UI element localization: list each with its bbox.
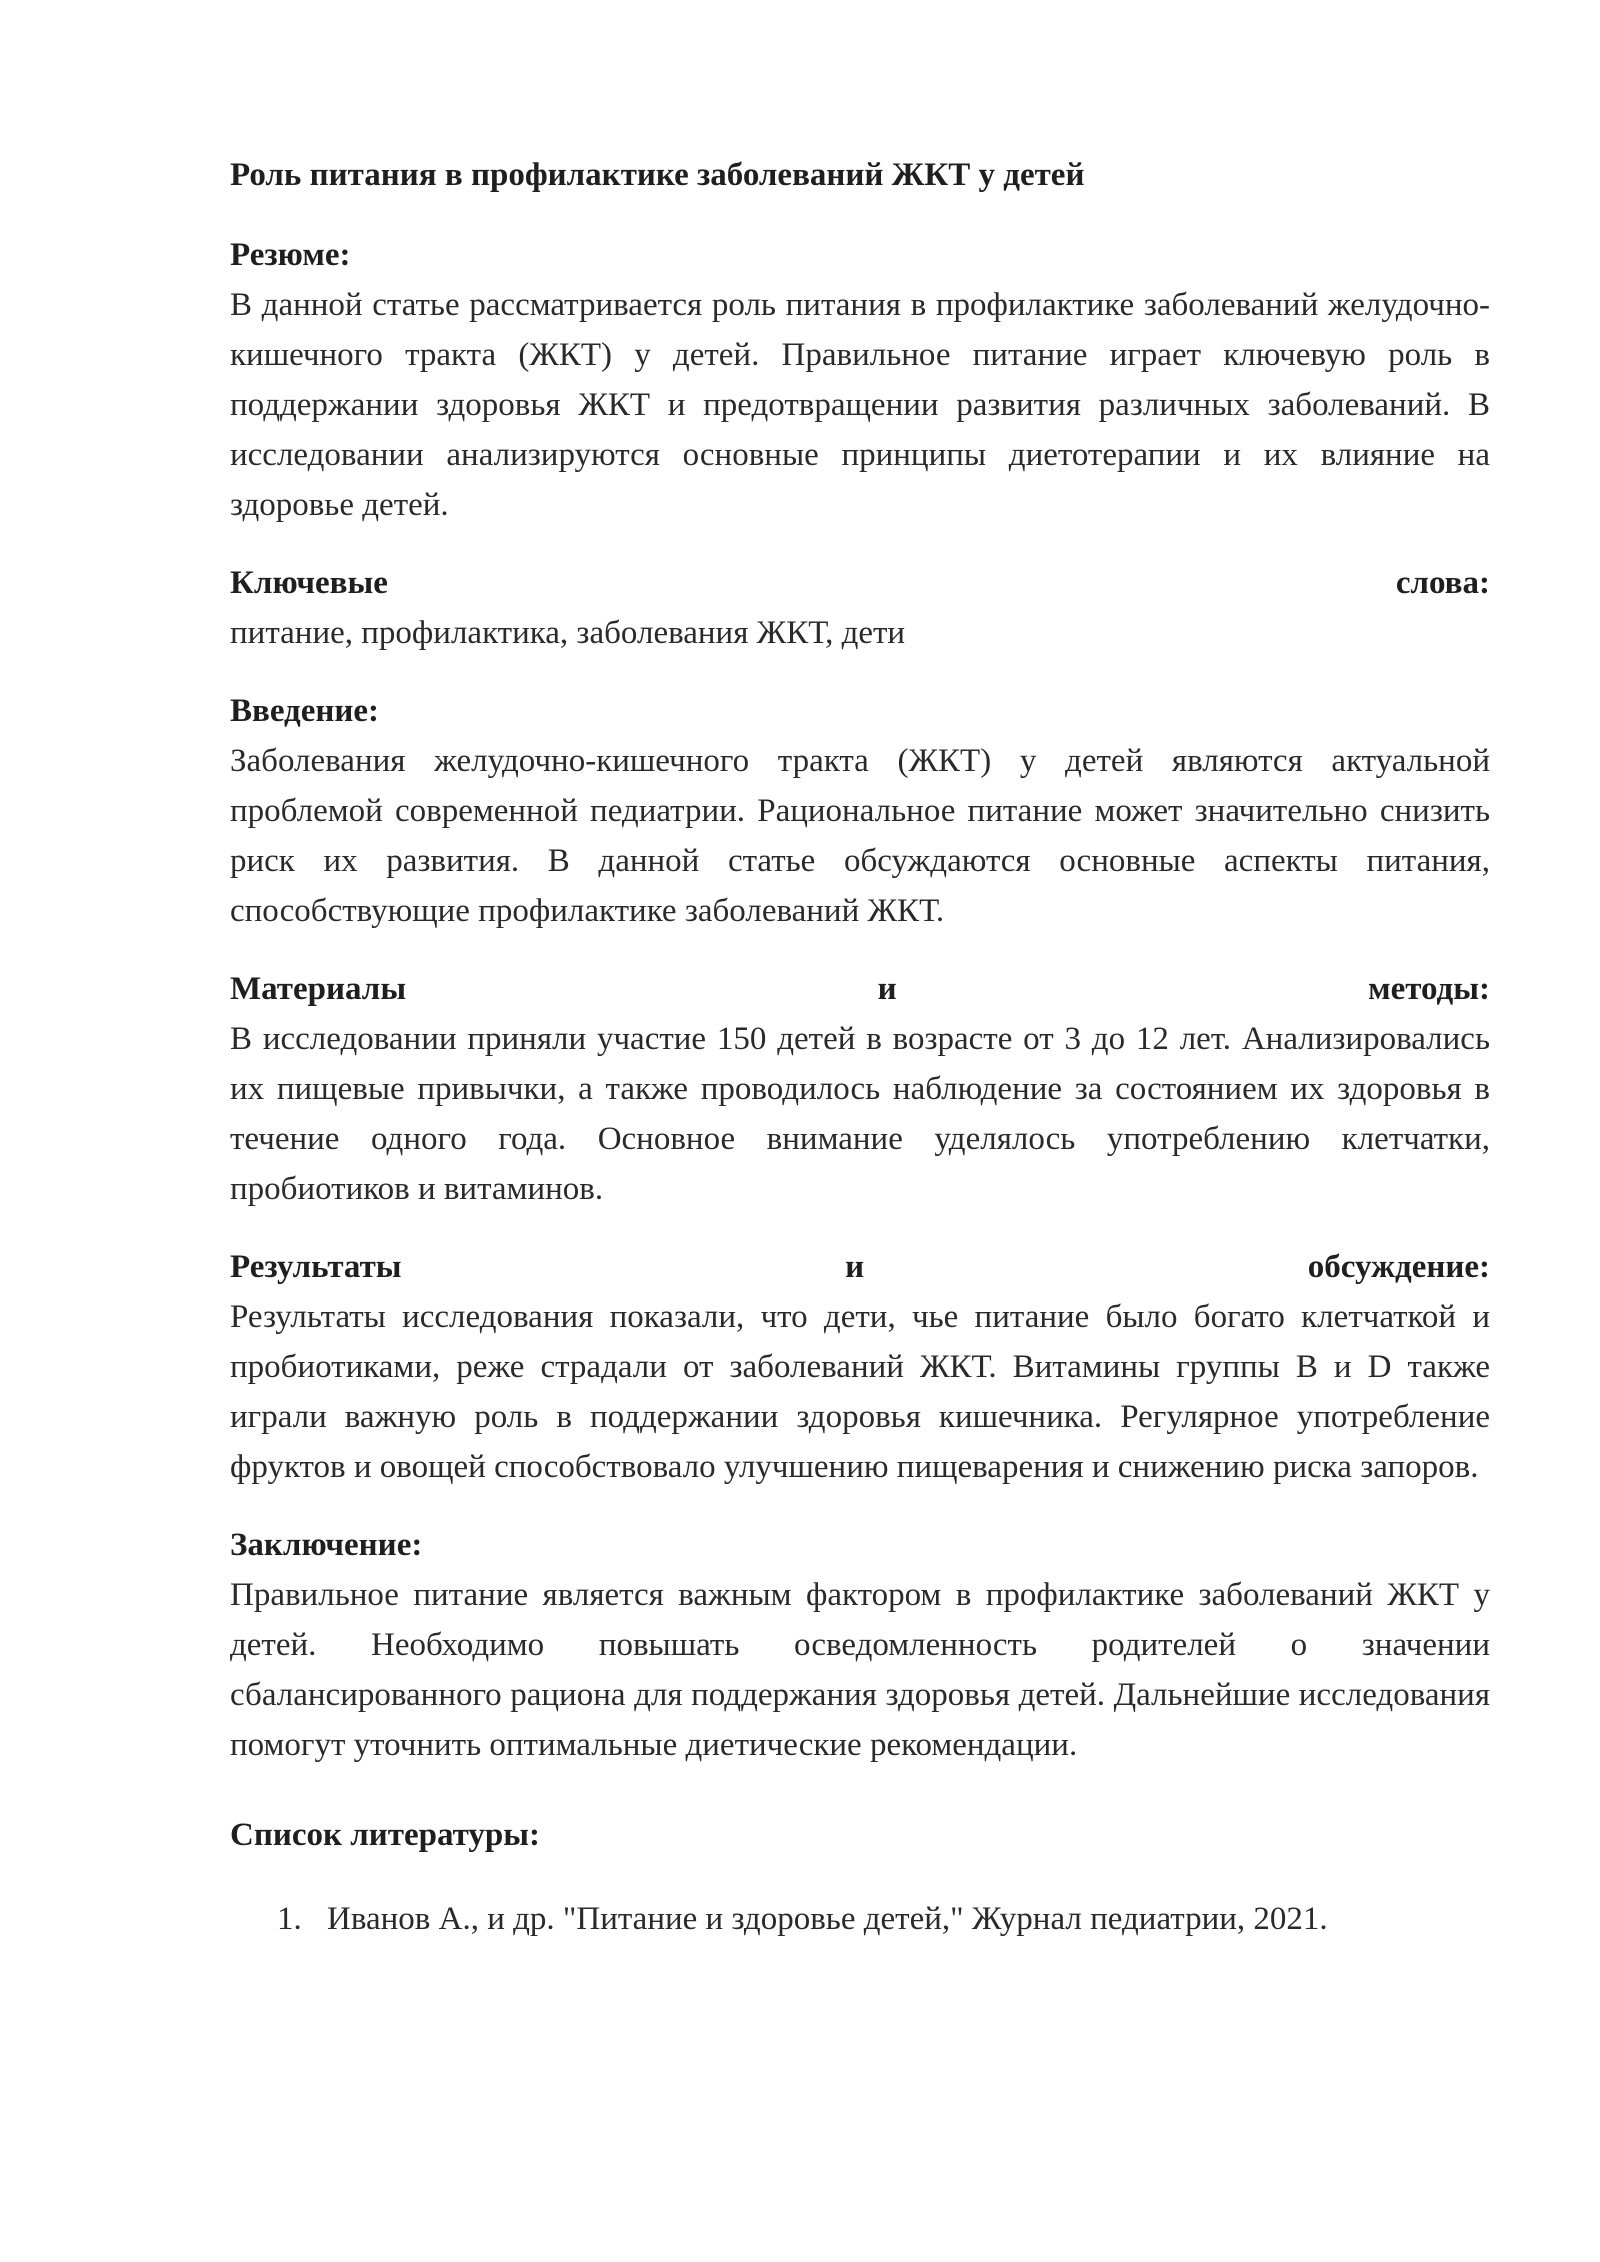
references-list <box>230 1894 1490 1944</box>
section-heading-summary: Резюме: <box>230 237 351 273</box>
section-text-conclusion: Правильное питание является важным фактором в профилактике заболеваний ЖКТ у детей. Необходимо повышать осведомленность родителей о значении сбалансированного рациона для поддержания здоровья детей. Дальнейшие исследования помогут уточнить оптимальные диетические рекомендации. <box>230 1577 1490 1763</box>
reference-text: Иванов А., и др. "Питание и здоровье детей," Журнал педиатрии, 2021. <box>327 1901 1328 1937</box>
references-heading: Список литературы: <box>230 1817 541 1853</box>
section-text-summary: В данной статье рассматривается роль питания в профилактике заболеваний желудочно-кишечного тракта (ЖКТ) у детей. Правильное питание играет ключевую роль в поддержании здоровья ЖКТ и предотвращении развития различных заболеваний. В исследовании анализируются основные принципы диетотерапии и их влияние на здоровье детей. <box>230 287 1490 523</box>
section-introduction <box>230 686 1490 936</box>
section-heading-methods: Материалы и методы: <box>230 971 1490 1007</box>
document-page <box>230 150 1490 1944</box>
section-heading-conclusion: Заключение: <box>230 1527 423 1563</box>
section-keywords <box>230 558 1490 658</box>
reference-item <box>230 1894 1490 1944</box>
section-text-methods: В исследовании приняли участие 150 детей в возрасте от 3 до 12 лет. Анализировались их пищевые привычки, а также проводилось наблюдение за состоянием их здоровья в течение одного года. Основное внимание уделялось употреблению клетчатки, пробиотиков и витаминов. <box>230 1021 1490 1207</box>
section-heading-results: Результаты и обсуждение: <box>230 1249 1490 1285</box>
section-methods <box>230 964 1490 1214</box>
section-text-keywords: питание, профилактика, заболевания ЖКТ, дети <box>230 615 906 651</box>
reference-number: 1. <box>277 1901 302 1937</box>
section-text-results: Результаты исследования показали, что дети, чье питание было богато клетчаткой и пробиотиками, реже страдали от заболеваний ЖКТ. Витамины группы B и D также играли важную роль в поддержании здоровья кишечника. Регулярное употребление фруктов и овощей способствовало улучшению пищеварения и снижению риска запоров. <box>230 1299 1490 1485</box>
section-conclusion <box>230 1520 1490 1770</box>
section-heading-introduction: Введение: <box>230 693 380 729</box>
section-summary <box>230 230 1490 530</box>
section-results <box>230 1242 1490 1492</box>
document-title: Роль питания в профилактике заболеваний ЖКТ у детей <box>230 157 1085 193</box>
section-heading-keywords: Ключевые слова: <box>230 565 1490 601</box>
section-text-introduction: Заболевания желудочно-кишечного тракта (ЖКТ) у детей являются актуальной проблемой современной педиатрии. Рациональное питание может значительно снизить риск их развития. В данной статье обсуждаются основные аспекты питания, способствующие профилактике заболеваний ЖКТ. <box>230 743 1490 929</box>
